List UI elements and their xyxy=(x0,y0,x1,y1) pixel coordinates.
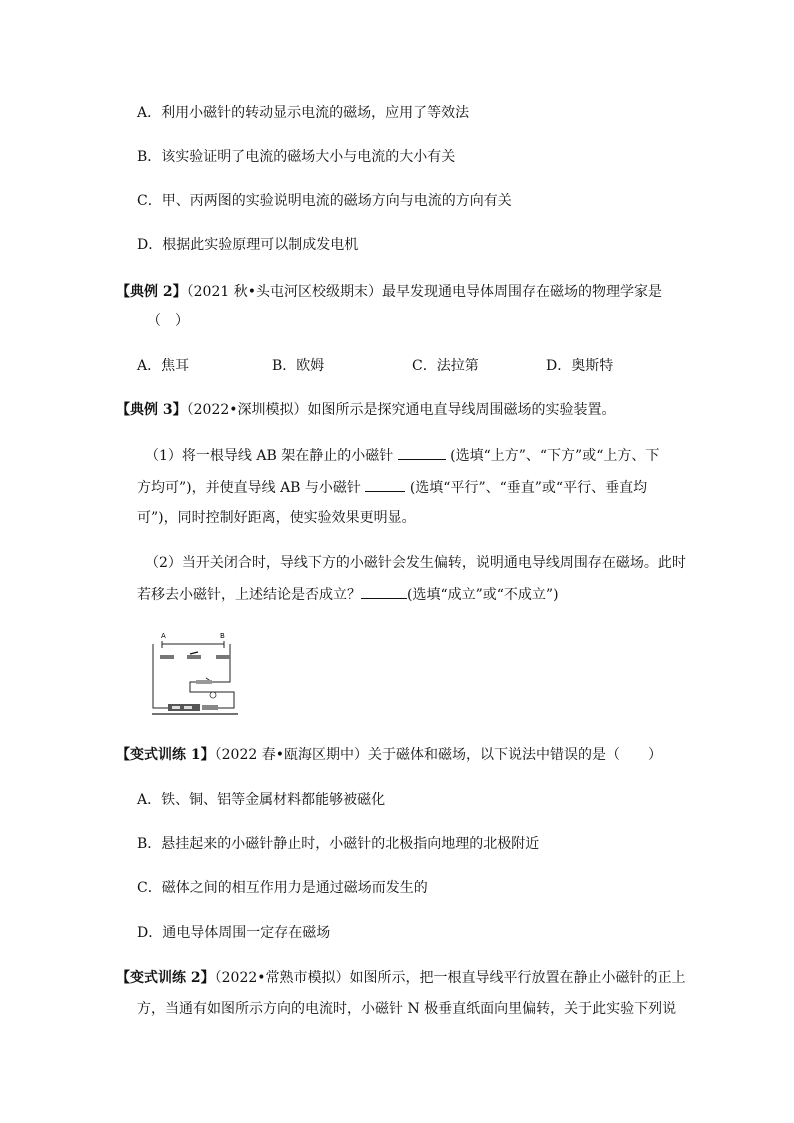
variant1-tag: 【变式训练 1】 xyxy=(116,747,215,763)
example2-option-a: A．焦耳 xyxy=(137,358,190,374)
answer-blank-2[interactable] xyxy=(365,477,405,492)
example3-part1-d: (选填“平行”、“垂直”或“平行、垂直均 xyxy=(409,480,648,496)
example3-part1-line2 xyxy=(137,477,647,498)
compass-needle xyxy=(190,652,198,654)
battery-cell xyxy=(172,706,180,709)
example2-text: （2021 秋•头屯河区校级期末）最早发现通电导体周围存在磁场的物理学家是 xyxy=(186,284,662,300)
variant1-option-d: D．通电导体周围一定存在磁场 xyxy=(137,925,331,941)
wire-left xyxy=(153,644,168,708)
variant2-text: （2022•常熟市模拟）如图所示，把一根直导线平行放置在静止小磁针的正上 xyxy=(214,970,686,986)
variant1-text: （2022 春•瓯海区期中）关于磁体和磁场，以下说法中错误的是（ ） xyxy=(214,747,662,763)
example3-part2-line2 xyxy=(137,584,559,605)
variant2-tag: 【变式训练 2】 xyxy=(116,970,215,986)
example2-tag: 【典例 2】 xyxy=(116,284,187,300)
variant2-line2: 方，当通有如图所示方向的电流时，小磁针 N 极垂直纸面向里偏转，关于此实验下列说 xyxy=(137,1001,677,1017)
compass-stand xyxy=(187,655,201,659)
board-left xyxy=(160,655,174,659)
example3-tag: 【典例 3】 xyxy=(116,402,187,418)
q1-option-a: A．利用小磁针的转动显示电流的磁场，应用了等效法 xyxy=(137,105,470,121)
answer-blank-1[interactable] xyxy=(398,445,446,460)
example3-part1-line1 xyxy=(145,445,659,466)
example3-part2-b: 若移去小磁针，上述结论是否成立？ xyxy=(137,587,361,603)
variant1-stem xyxy=(116,745,662,765)
example3-part1-e: 可”)，同时控制好距离，使实验效果更明显。 xyxy=(137,510,416,526)
q1-option-d: D．根据此实验原理可以制成发电机 xyxy=(137,237,359,253)
example3-part1-b: (选填“上方”、“下方”或“上方、下 xyxy=(450,448,660,464)
example2-options xyxy=(137,356,613,376)
answer-blank-3[interactable] xyxy=(361,584,407,599)
example3-stem xyxy=(116,400,616,420)
example3-part2-a: （2）当开关闭合时，导线下方的小磁针会发生偏转，说明通电导线周围存在磁场。此时 xyxy=(145,555,686,571)
bulb-icon xyxy=(210,692,216,698)
example2-option-b: B．欧姆 xyxy=(272,358,325,374)
figure-label-b: B xyxy=(220,632,225,640)
variant2-stem xyxy=(116,968,686,988)
example3-text: （2022•深圳模拟）如图所示是探究通电直导线周围磁场的实验装置。 xyxy=(186,402,616,418)
example3-part1-a: （1）将一根导线 AB 架在静止的小磁针 xyxy=(145,448,394,464)
board-right xyxy=(216,655,230,659)
example2-option-d: D．奥斯特 xyxy=(546,358,614,374)
q1-option-b: B．该实验证明了电流的磁场大小与电流的大小有关 xyxy=(137,149,456,165)
variant1-option-a: A．铁、铜、铝等金属材料都能够被磁化 xyxy=(137,792,386,808)
experiment-circuit-figure xyxy=(150,630,240,718)
example2-stem xyxy=(116,282,662,302)
lamp-holder xyxy=(202,705,218,710)
battery-cell xyxy=(184,706,192,709)
example2-option-c: C．法拉第 xyxy=(412,358,479,374)
variant1-option-c: C．磁体之间的相互作用力是通过磁场而发生的 xyxy=(137,880,428,896)
figure-label-a: A xyxy=(161,632,166,640)
example2-answer-paren: （ ） xyxy=(147,313,189,329)
wire-right xyxy=(212,644,230,682)
switch-base xyxy=(196,680,212,684)
q1-option-c: C．甲、丙两图的实验说明电流的磁场方向与电流的方向有关 xyxy=(137,193,512,209)
example3-part1-c: 方均可”)，并使直导线 AB 与小磁针 xyxy=(137,480,361,496)
example3-part2-c: (选填“成立”或“不成立”) xyxy=(407,587,559,603)
variant1-option-b: B．悬挂起来的小磁针静止时，小磁针的北极指向地理的北极附近 xyxy=(137,836,540,852)
